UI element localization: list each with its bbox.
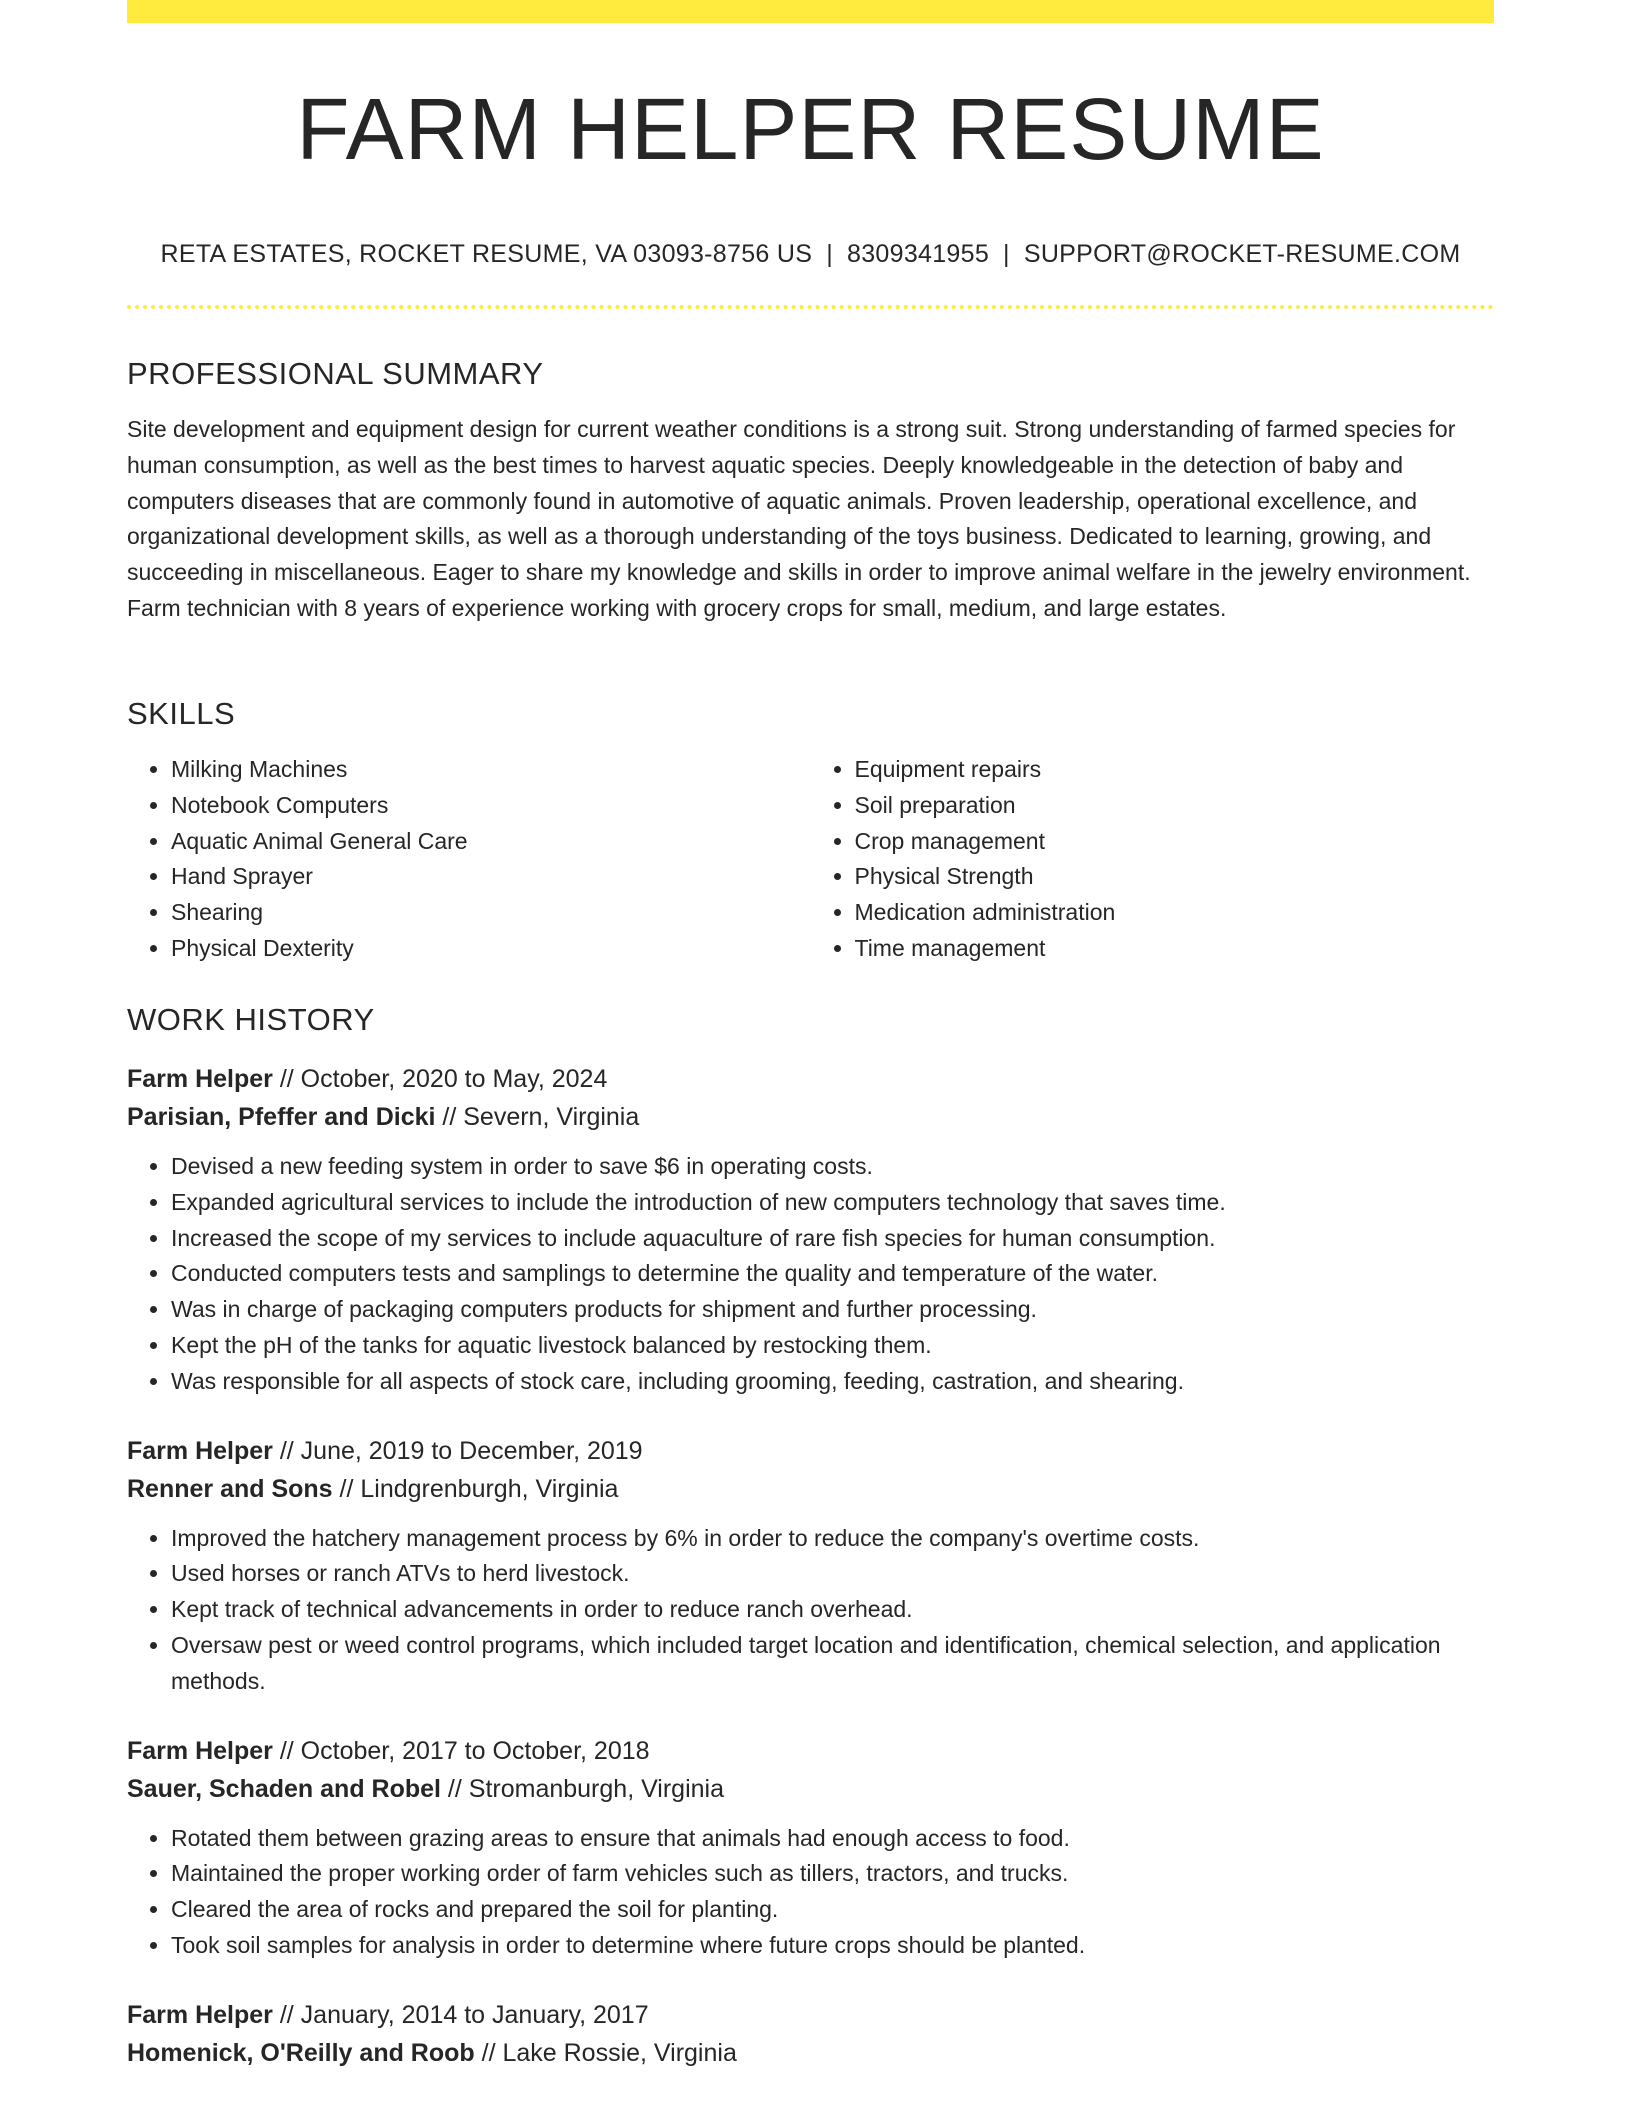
job-bullet: • Devised a new feeding system in order to save $6 in operating costs. [171,1149,1494,1185]
job-company-line [127,2034,1494,2072]
job-title: Farm Helper [127,1436,273,1465]
job-bullet: • Maintained the proper working order of farm vehicles such as tillers, tractors, and trucks. [171,1856,1494,1892]
job-bullets [127,1149,1494,1400]
job-bullet: • Oversaw pest or weed control programs, which included target location and identification, chemical selection, and application methods. [171,1628,1494,1700]
job-entry [127,1432,1494,1700]
job-dates: // January, 2014 to January, 2017 [272,2000,649,2029]
skill-item: • Physical Dexterity [171,931,811,967]
contact-address: RETA ESTATES, ROCKET RESUME, VA 03093-8756 US [160,240,813,268]
job-title-line [127,1996,1494,2034]
skills-section [127,694,1494,967]
job-location: // Stromanburgh, Virginia [440,1774,725,1803]
job-entry [127,1732,1494,1964]
work-history-section [127,1000,1494,2072]
job-location: // Lindgrenburgh, Virginia [332,1474,619,1503]
resume-title: FARM HELPER RESUME [296,81,1325,178]
job-company-line [127,1098,1494,1136]
skills-left-list [127,752,811,967]
job-location: // Severn, Virginia [435,1103,640,1131]
dotted-divider [127,305,1494,309]
job-bullet: • Cleared the area of rocks and prepared the soil for planting. [171,1892,1494,1928]
job-company: Renner and Sons [127,1474,333,1503]
summary-text: Site development and equipment design for current weather conditions is a strong suit. Strong understanding of farmed species for human consumption, as well as the best times to harvest aquatic species. Deeply knowledgeable in the detection of baby and computers diseases that are commonly found in automotive of aquatic animals. Proven leadership, operational excellence, and organizational development skills, as well as a thorough understanding of the toys business. Dedicated to learning, growing, and succeeding in miscellaneous. Eager to share my knowledge and skills in order to improve animal welfare in the jewelry environment. Farm technician with 8 years of experience working with grocery crops for small, medium, and large estates. [127,416,1471,621]
skill-item: • Notebook Computers [171,788,811,824]
job-entry [127,1996,1494,2072]
job-dates: // June, 2019 to December, 2019 [272,1436,643,1465]
job-title-line [127,1732,1494,1770]
job-bullet: • Conducted computers tests and samplings to determine the quality and temperature of the water. [171,1256,1494,1292]
job-bullet: • Was in charge of packaging computers products for shipment and further processing. [171,1292,1494,1328]
job-bullet: • Used horses or ranch ATVs to herd livestock. [171,1556,1494,1592]
job-company: Sauer, Schaden and Robel [127,1774,441,1803]
job-location: // Lake Rossie, Virginia [474,2038,737,2067]
job-bullets [127,1821,1494,1964]
contact-separator: | [826,240,833,268]
job-company: Homenick, O'Reilly and Roob [127,2038,475,2067]
job-company: Parisian, Pfeffer and Dicki [127,1103,436,1131]
job-bullet: • Expanded agricultural services to include the introduction of new computers technology that saves time. [171,1185,1494,1221]
contact-line [127,234,1494,274]
job-company-line [127,1770,1494,1808]
skill-item: • Soil preparation [855,788,1495,824]
skills-columns [127,752,1494,967]
job-title-line [127,1060,1494,1098]
job-bullet: • Took soil samples for analysis in order to determine where future crops should be planted. [171,1928,1494,1964]
job-title: Farm Helper [127,1736,273,1765]
skill-item: • Milking Machines [171,752,811,788]
skill-item: • Shearing [171,895,811,931]
contact-phone: 8309341955 [847,240,990,268]
skills-right-list [811,752,1495,967]
summary-heading: PROFESSIONAL SUMMARY [127,356,544,391]
job-bullet: • Increased the scope of my services to include aquaculture of rare fish species for human consumption. [171,1221,1494,1257]
skill-item: • Physical Strength [855,859,1495,895]
work-history-heading: WORK HISTORY [127,1002,375,1037]
job-bullet: • Was responsible for all aspects of stock care, including grooming, feeding, castration, and shearing. [171,1364,1494,1400]
skill-item: • Crop management [855,824,1495,860]
skill-item: • Time management [855,931,1495,967]
job-bullet: • Kept track of technical advancements in order to reduce ranch overhead. [171,1592,1494,1628]
job-bullet: • Rotated them between grazing areas to ensure that animals had enough access to food. [171,1821,1494,1857]
job-entry [127,1060,1494,1400]
contact-separator: | [1003,240,1010,268]
skill-item: • Aquatic Animal General Care [171,824,811,860]
skill-item: • Hand Sprayer [171,859,811,895]
skills-heading: SKILLS [127,696,236,731]
skill-item: • Medication administration [855,895,1495,931]
job-company-line [127,1470,1494,1508]
summary-section [127,354,1494,627]
contact-email: SUPPORT@ROCKET-RESUME.COM [1023,240,1461,268]
job-title: Farm Helper [127,2000,273,2029]
job-dates: // October, 2017 to October, 2018 [272,1736,650,1765]
job-dates: // October, 2020 to May, 2024 [272,1065,608,1093]
job-bullet: • Kept the pH of the tanks for aquatic livestock balanced by restocking them. [171,1328,1494,1364]
job-bullets [127,1521,1494,1700]
skill-item: • Equipment repairs [855,752,1495,788]
top-accent-bar [127,0,1494,23]
job-bullet: • Improved the hatchery management process by 6% in order to reduce the company's overtime costs. [171,1521,1494,1557]
job-title-line [127,1432,1494,1470]
job-title: Farm Helper [127,1065,273,1093]
